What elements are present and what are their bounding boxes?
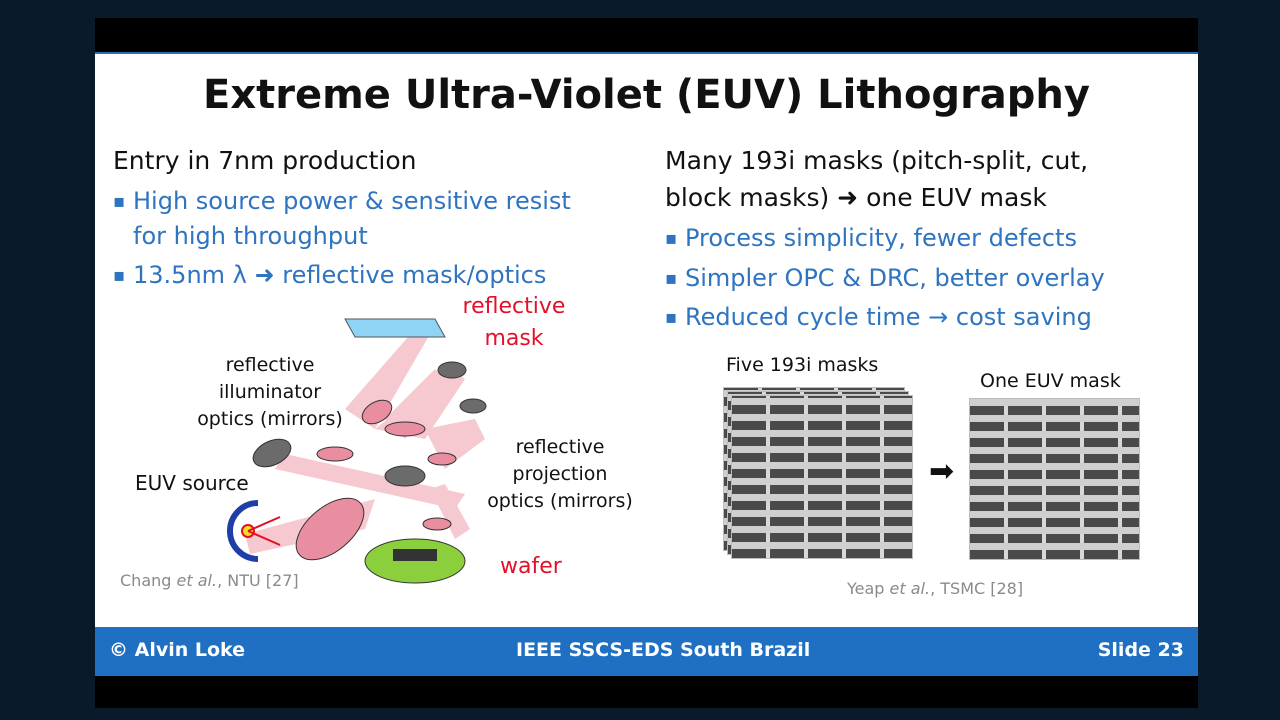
right-citation-etal: et al. [889, 579, 931, 598]
right-heading-line2: block masks) ➜ one EUV mask [665, 183, 1047, 212]
right-heading-line1: Many 193i masks (pitch-split, cut, [665, 146, 1089, 175]
slide-title: Extreme Ultra-Violet (EUV) Lithography [203, 72, 1090, 118]
right-bullet-1 [665, 221, 1077, 256]
illuminator-line3: optics (mirrors) [197, 408, 343, 430]
right-bullet-2-text: Simpler OPC & DRC, better overlay [685, 264, 1105, 292]
wafer-die [393, 549, 437, 561]
mirror [460, 399, 486, 413]
reflective-mask-label [458, 291, 570, 355]
left-bullet-1-line1: High source power & sensitive resist [133, 187, 571, 215]
illuminator-label [190, 352, 350, 433]
projection-line3: optics (mirrors) [487, 490, 633, 512]
left-citation-rest: , NTU [27] [217, 571, 299, 590]
bullet-marker: ▪ [665, 268, 678, 289]
mask-image-front [731, 395, 913, 559]
right-bullet-2 [665, 261, 1105, 296]
reflective-mask-line1: reflective [462, 294, 566, 319]
reflective-mask-line2: mask [484, 326, 544, 351]
illuminator-line1: reflective [225, 354, 315, 376]
video-letterbox-bottom [95, 676, 1198, 708]
left-citation-author: Chang [120, 571, 172, 590]
footer-event: IEEE SSCS-EDS South Brazil [516, 639, 811, 661]
left-citation [120, 571, 299, 590]
euv-mask-image [969, 398, 1140, 560]
left-bullet-1 [113, 184, 571, 253]
five-masks-label: Five 193i masks [726, 354, 879, 376]
bullet-marker: ▪ [113, 191, 126, 212]
left-citation-etal: et al. [176, 571, 218, 590]
slide-footer [95, 627, 1198, 676]
left-bullet-2 [113, 258, 546, 293]
mirror [428, 453, 456, 465]
left-heading: Entry in 7nm production [113, 146, 417, 175]
illuminator-line2: illuminator [218, 381, 322, 403]
right-bullet-3 [665, 300, 1092, 335]
euv-source-icon [218, 499, 288, 564]
projection-label [480, 434, 640, 515]
one-mask-label: One EUV mask [980, 370, 1121, 392]
right-bullet-1-text: Process simplicity, fewer defects [685, 224, 1077, 252]
arrow-icon: ➡ [929, 454, 955, 489]
bullet-marker: ▪ [665, 307, 678, 328]
reflective-mask-shape [345, 319, 445, 337]
slide [95, 52, 1198, 629]
right-heading [665, 142, 1088, 216]
projection-line1: reflective [515, 436, 605, 458]
bullet-marker: ▪ [665, 228, 678, 249]
mirror [317, 447, 353, 461]
right-citation [847, 579, 1023, 598]
video-letterbox-top [95, 18, 1198, 52]
mirror [385, 466, 425, 486]
right-citation-rest: , TSMC [28] [930, 579, 1024, 598]
bullet-marker: ▪ [113, 265, 126, 286]
left-bullet-1-line2: for high throughput [133, 222, 368, 250]
projection-line2: projection [512, 463, 608, 485]
mirror [385, 422, 425, 436]
left-bullet-2-text: 13.5nm λ ➜ reflective mask/optics [133, 261, 547, 289]
mirror [423, 518, 451, 530]
euv-source-label: EUV source [135, 471, 249, 495]
wafer-label: wafer [500, 554, 562, 579]
mirror [438, 362, 466, 378]
footer-slide-number: Slide 23 [1097, 639, 1184, 661]
footer-author: © Alvin Loke [109, 639, 246, 661]
right-bullet-3-text: Reduced cycle time → cost saving [685, 303, 1092, 331]
right-citation-author: Yeap [847, 579, 885, 598]
